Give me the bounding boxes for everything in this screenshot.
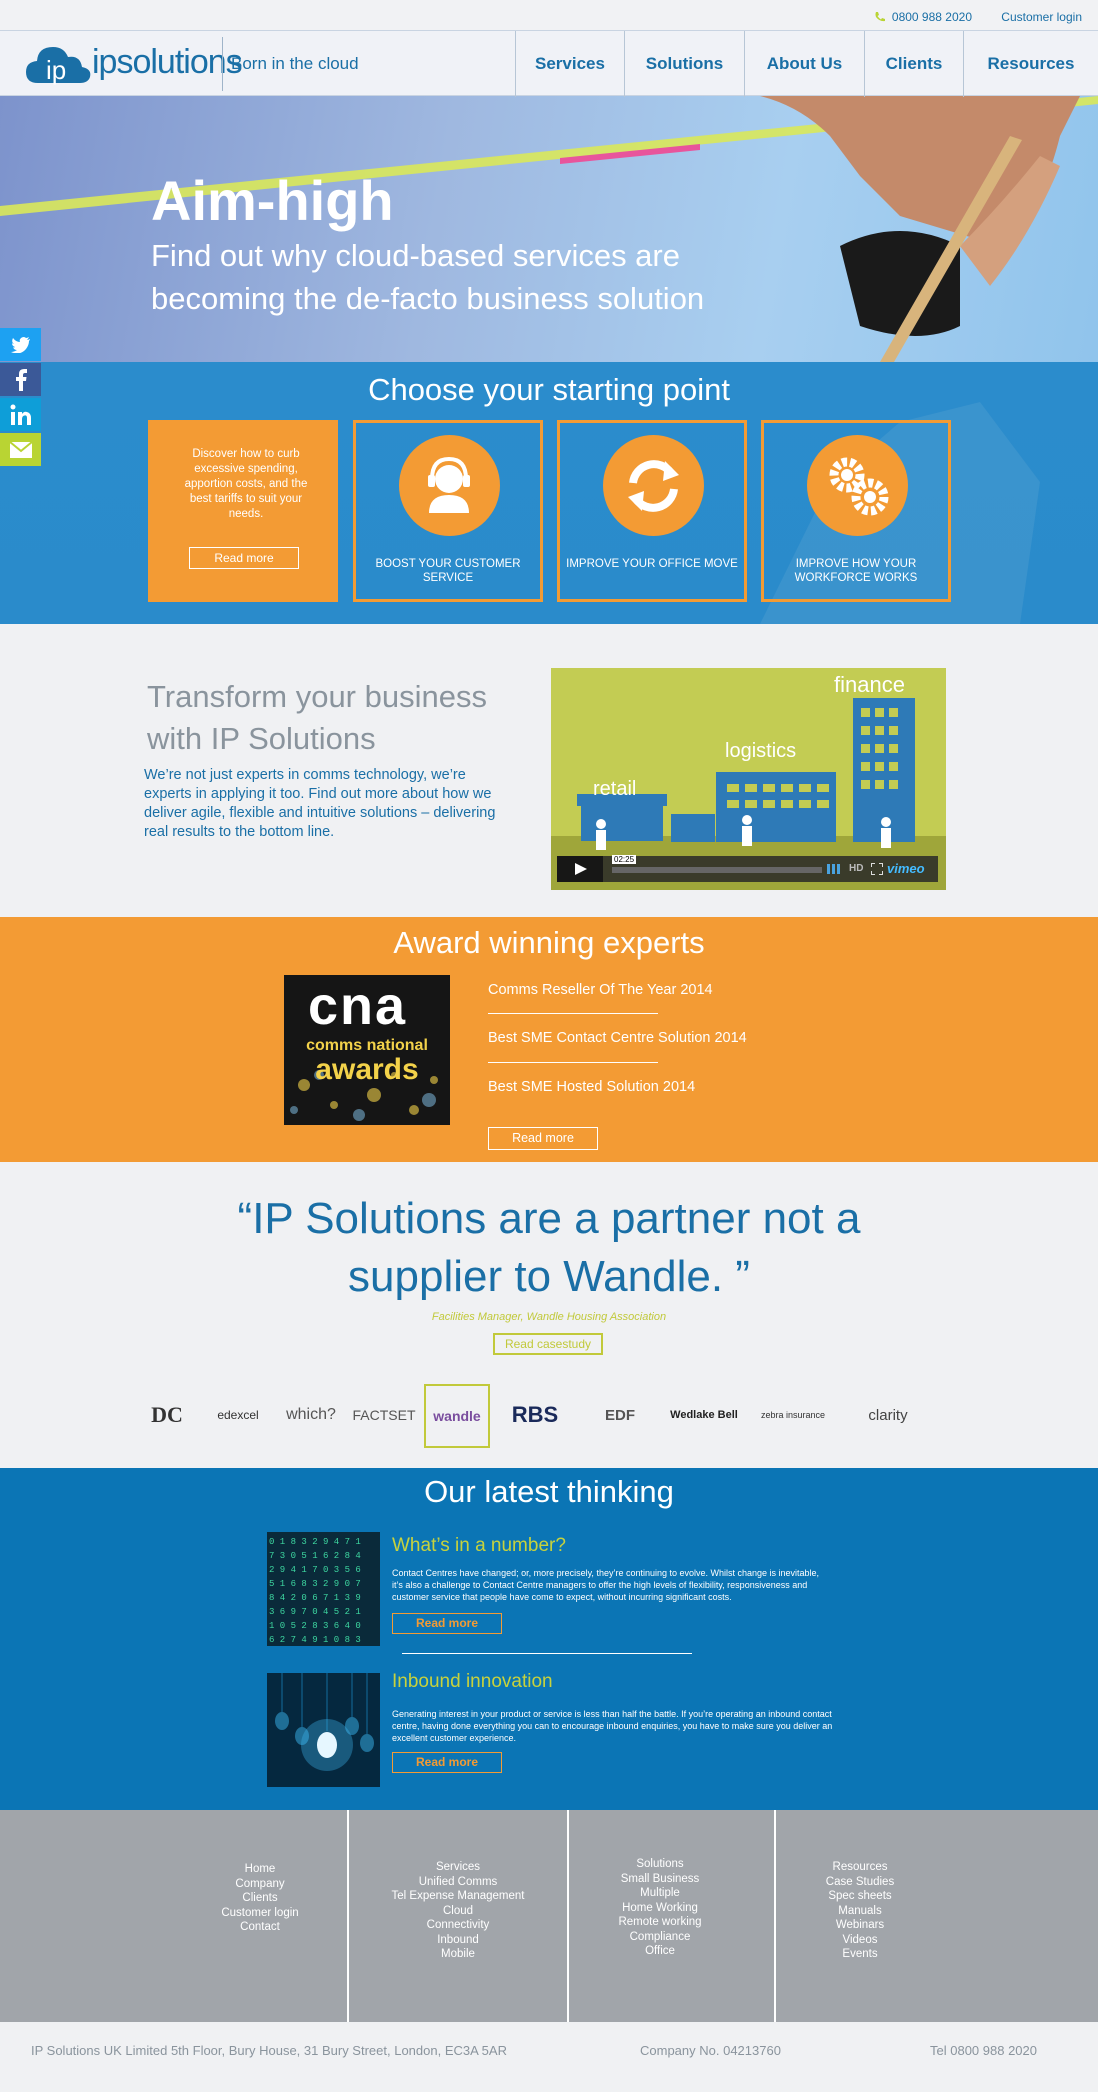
transform-body: We’re not just experts in comms technology, we’re experts in applying it too. Find out more about how we deliver agile, flexible and intuitive solutions – delivering real results to the bottom line. bbox=[144, 767, 496, 840]
post-read-more-button-1[interactable]: Read more bbox=[392, 1613, 502, 1634]
post-divider bbox=[402, 1653, 692, 1654]
workforce-label: IMPROVE HOW YOUR WORKFORCE WORKS bbox=[794, 558, 918, 584]
footer-link-clients[interactable]: Clients bbox=[242, 1892, 278, 1904]
awards-text: awards bbox=[315, 1053, 419, 1086]
svg-text:0 1 8 3 2 9 4 7 1: 0 1 8 3 2 9 4 7 1 bbox=[269, 1537, 361, 1547]
footer-link-events[interactable]: Events bbox=[842, 1948, 878, 1960]
video-time: 02:25 bbox=[614, 855, 635, 864]
footer-column-1 bbox=[200, 1862, 320, 1935]
thinking-title: Our latest thinking bbox=[424, 1474, 674, 1509]
footer-column-2 bbox=[368, 1860, 548, 1962]
awards-section bbox=[0, 917, 1098, 1162]
cna-logo: cna bbox=[308, 976, 408, 1036]
gears-icon bbox=[807, 435, 908, 536]
phone-number[interactable]: 0800 988 2020 bbox=[874, 10, 972, 24]
office-move-circle bbox=[603, 435, 704, 536]
testimonial-attribution: Facilities Manager, Wandle Housing Association bbox=[431, 1311, 667, 1323]
awards-read-more-button[interactable]: Read more bbox=[488, 1127, 598, 1150]
customer-login-link[interactable]: Customer login bbox=[1001, 10, 1082, 24]
workforce-card[interactable] bbox=[761, 420, 951, 602]
footer-column-4 bbox=[800, 1860, 920, 1962]
site-footer bbox=[0, 1810, 1098, 2022]
company-address: IP Solutions UK Limited 5th Floor, Bury House, 31 Bury Street, London, EC3A 5AR bbox=[31, 2043, 507, 2058]
footer-link-services[interactable]: Services bbox=[435, 1861, 481, 1873]
transform-title: Transform your business with IP Solutions bbox=[147, 679, 487, 756]
footer-link-compliance[interactable]: Compliance bbox=[629, 1930, 691, 1943]
tagline: Born in the cloud bbox=[222, 37, 359, 91]
nav-resources[interactable]: Resources bbox=[963, 31, 1098, 97]
post-read-more-button-2[interactable]: Read more bbox=[392, 1752, 502, 1773]
footer-link-home[interactable]: Home bbox=[244, 1863, 276, 1875]
post-title-2[interactable]: Inbound innovation bbox=[392, 1671, 553, 1692]
facebook-icon bbox=[15, 369, 27, 391]
footer-link-contact[interactable]: Contact bbox=[240, 1921, 280, 1933]
client-logo-wandle: wandle bbox=[424, 1384, 490, 1448]
footer-link-small-business[interactable]: Small Business bbox=[620, 1872, 700, 1885]
headset-agent-icon bbox=[399, 435, 500, 536]
footer-divider bbox=[774, 1810, 776, 2022]
choose-starting-point-section bbox=[0, 362, 1098, 624]
main-nav bbox=[515, 31, 1098, 97]
nav-services[interactable]: Services bbox=[515, 31, 624, 97]
awards-title: Award winning experts bbox=[393, 925, 705, 960]
intro-read-more-button[interactable]: Read more bbox=[189, 547, 299, 569]
hero-banner bbox=[0, 96, 1098, 362]
facebook-share-button[interactable] bbox=[0, 363, 41, 396]
post-body-2: Generating interest in your product or service is less than half the battle. If you’re operating an inbound contact centre, having done everything you can to encourage inbound enquiries, you have to make sure you deliver an excellent customer experience. bbox=[392, 1709, 833, 1743]
footer-link-webinars[interactable]: Webinars bbox=[835, 1919, 885, 1931]
award-item-3: Best SME Hosted Solution 2014 bbox=[488, 1079, 696, 1095]
site-logo[interactable]: ip ipsolutions bbox=[24, 39, 214, 87]
linkedin-icon bbox=[10, 404, 32, 426]
footer-link-spec-sheets[interactable]: Spec sheets bbox=[828, 1890, 892, 1902]
refresh-arrows-icon bbox=[603, 435, 704, 536]
svg-text:ip: ip bbox=[46, 55, 67, 85]
video-label-finance: finance bbox=[834, 672, 905, 697]
footer-link-mobile[interactable]: Mobile bbox=[441, 1948, 475, 1960]
client-logo-rbs: RBS bbox=[511, 1402, 559, 1427]
footer-link-multiple[interactable]: Multiple bbox=[640, 1887, 680, 1899]
legal-bar bbox=[0, 2022, 1098, 2092]
read-casestudy-button[interactable]: Read casestudy bbox=[493, 1333, 603, 1355]
footer-divider bbox=[347, 1810, 349, 2022]
svg-text:5 1 6 8 3 2 9 0 7: 5 1 6 8 3 2 9 0 7 bbox=[269, 1579, 361, 1589]
footer-telephone: Tel 0800 988 2020 bbox=[930, 2043, 1037, 2058]
footer-link-unified-comms[interactable]: Unified Comms bbox=[418, 1875, 498, 1888]
post-body-1: Contact Centres have changed; or, more precisely, they’re continuing to evolve. Whilst change is inevitable, it’s also a challenge to Contact Centre managers to offer the high levels of flexibility, responsiveness and customer service that people have come to expect, without incurring significant costs. bbox=[392, 1568, 820, 1602]
nav-clients[interactable]: Clients bbox=[864, 31, 963, 97]
svg-text:1 0 5 2 8 3 6 4 0: 1 0 5 2 8 3 6 4 0 bbox=[269, 1621, 361, 1631]
post-image-lightbulbs bbox=[267, 1673, 380, 1787]
footer-link-case-studies[interactable]: Case Studies bbox=[825, 1875, 895, 1888]
play-button[interactable] bbox=[557, 856, 603, 882]
video-label-logistics: logistics bbox=[725, 740, 797, 762]
nav-about-us[interactable]: About Us bbox=[744, 31, 864, 97]
footer-link-resources[interactable]: Resources bbox=[832, 1861, 888, 1873]
footer-link-office[interactable]: Office bbox=[645, 1945, 675, 1957]
post-image-numbers bbox=[267, 1532, 380, 1646]
site-header bbox=[0, 30, 1098, 96]
footer-link-cloud[interactable]: Cloud bbox=[442, 1904, 474, 1917]
nav-solutions[interactable]: Solutions bbox=[624, 31, 744, 97]
footer-link-home-working[interactable]: Home Working bbox=[622, 1901, 698, 1914]
phone-icon bbox=[874, 11, 886, 23]
footer-link-manuals[interactable]: Manuals bbox=[838, 1904, 882, 1917]
volume-icon bbox=[827, 864, 843, 874]
email-icon bbox=[10, 442, 32, 458]
client-logo-edf: EDF bbox=[605, 1406, 635, 1424]
comms-national-awards-image bbox=[284, 975, 450, 1125]
footer-column-3 bbox=[600, 1857, 720, 1959]
client-logo-dc: DC bbox=[151, 1402, 183, 1427]
footer-link-inbound[interactable]: Inbound bbox=[437, 1933, 479, 1946]
intro-card bbox=[148, 420, 338, 602]
comms-national-text: comms national bbox=[306, 1037, 428, 1054]
client-logo-clarity: clarity bbox=[868, 1406, 908, 1424]
twitter-share-button[interactable] bbox=[0, 328, 41, 361]
workforce-circle bbox=[807, 435, 908, 536]
latest-thinking-section bbox=[0, 1468, 1098, 1810]
footer-link-solutions[interactable]: Solutions bbox=[636, 1858, 684, 1870]
cloud-logo-icon bbox=[24, 39, 94, 87]
intro-card-text: Discover how to curb excessive spending, apportion costs, and the best tariffs to suit your needs. bbox=[184, 448, 308, 520]
office-move-label: IMPROVE YOUR OFFICE MOVE bbox=[566, 558, 738, 570]
lightbulbs-image bbox=[267, 1673, 380, 1787]
video-controls bbox=[557, 856, 938, 882]
svg-text:6 2 7 4 9 1 0 8 3: 6 2 7 4 9 1 0 8 3 bbox=[269, 1635, 361, 1645]
customer-service-card[interactable] bbox=[353, 420, 543, 602]
play-icon bbox=[557, 856, 603, 882]
client-logo-edexcel: edexcel bbox=[217, 1408, 259, 1422]
award-divider-1 bbox=[488, 1013, 658, 1014]
email-share-button[interactable] bbox=[0, 433, 41, 466]
hero-title: Aim-high bbox=[151, 169, 394, 232]
footer-link-connectivity[interactable]: Connectivity bbox=[426, 1919, 490, 1931]
svg-text:8 4 2 0 6 7 1 3 9: 8 4 2 0 6 7 1 3 9 bbox=[269, 1593, 361, 1603]
video-player[interactable] bbox=[551, 668, 946, 890]
hd-toggle[interactable]: HD bbox=[849, 863, 864, 874]
choose-title: Choose your starting point bbox=[368, 372, 730, 407]
svg-text:7 3 0 5 1 6 2 8 4: 7 3 0 5 1 6 2 8 4 bbox=[269, 1551, 361, 1561]
vimeo-logo[interactable]: vimeo bbox=[887, 861, 925, 876]
fullscreen-icon[interactable] bbox=[871, 863, 883, 875]
award-divider-2 bbox=[488, 1062, 658, 1063]
footer-link-tel-expense[interactable]: Tel Expense Management bbox=[391, 1890, 525, 1902]
svg-text:2 9 4 1 7 0 3 5 6: 2 9 4 1 7 0 3 5 6 bbox=[269, 1565, 361, 1575]
client-logo-zebra-insurance: zebra insurance bbox=[760, 1410, 826, 1420]
transform-section bbox=[0, 624, 1098, 917]
award-item-1: Comms Reseller Of The Year 2014 bbox=[488, 982, 713, 998]
customer-service-label: BOOST YOUR CUSTOMER SERVICE bbox=[375, 558, 521, 584]
footer-link-customer-login[interactable]: Customer login bbox=[221, 1906, 299, 1919]
video-label-retail: retail bbox=[593, 778, 637, 800]
customer-service-circle bbox=[399, 435, 500, 536]
svg-text:3 6 9 7 0 4 5 2 1: 3 6 9 7 0 4 5 2 1 bbox=[269, 1607, 361, 1617]
hero-subtitle: Find out why cloud-based services are becoming the de-facto business solution bbox=[151, 238, 705, 316]
award-item-2: Best SME Contact Centre Solution 2014 bbox=[488, 1030, 747, 1046]
client-logo-factset: FACTSET bbox=[352, 1407, 416, 1423]
footer-link-videos[interactable]: Videos bbox=[842, 1933, 878, 1946]
client-logos bbox=[148, 1384, 948, 1444]
client-logo-which: which? bbox=[286, 1406, 336, 1423]
social-share-bar bbox=[0, 328, 41, 468]
matrix-numbers-image bbox=[267, 1532, 380, 1646]
office-move-card[interactable] bbox=[557, 420, 747, 602]
linkedin-share-button[interactable] bbox=[0, 398, 41, 431]
top-utility-bar bbox=[0, 0, 1098, 30]
testimonial-quote: “IP Solutions are a partner not a supplier to Wandle. ” bbox=[237, 1194, 861, 1301]
footer-link-remote-working[interactable]: Remote working bbox=[618, 1916, 702, 1928]
company-number: Company No. 04213760 bbox=[640, 2043, 781, 2058]
client-logo-wedlake-bell: Wedlake Bell bbox=[670, 1409, 738, 1421]
footer-divider bbox=[567, 1810, 569, 2022]
testimonial-section bbox=[0, 1162, 1098, 1468]
post-title-1[interactable]: What’s in a number? bbox=[392, 1535, 566, 1556]
twitter-icon bbox=[11, 337, 31, 353]
video-progress-bar[interactable] bbox=[612, 867, 822, 873]
footer-link-company[interactable]: Company bbox=[235, 1877, 285, 1890]
